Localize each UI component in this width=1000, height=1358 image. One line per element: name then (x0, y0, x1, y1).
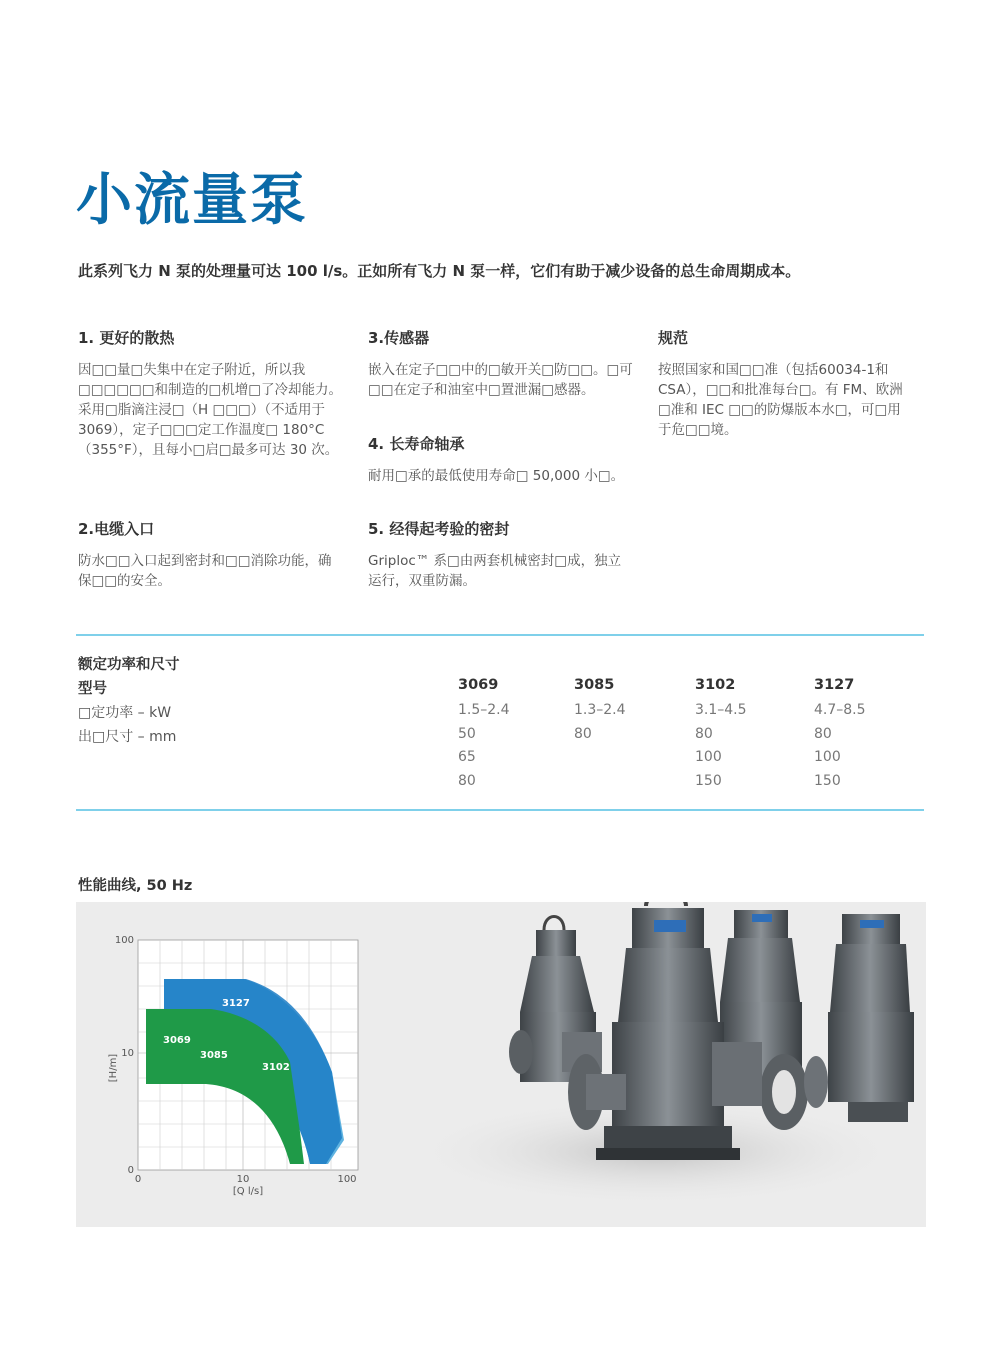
curve-label-3085: 3085 (200, 1050, 228, 1061)
section-body: 因□□量□失集中在定子附近，所以我□□□□□□和制造的□机增□了冷却能力。采用□脂滴注浸□（H □□□）（不适用于 3069），定子□□□定工作温度□ 180°C（355°F），且每小□启□最多可达 30 次。 (78, 362, 343, 458)
pump-3127-image (804, 902, 914, 1122)
performance-title: 性能曲线, 50 Hz (78, 878, 193, 894)
section-sensors (368, 327, 633, 400)
section-body: 耐用□承的最低使用寿命□ 50,000 小□。 (368, 468, 625, 484)
section-body: 按照国家和国□□准（包括60034-1和 CSA），□□和批准每台□。有 FM、欧洲□准和 IEC □□的防爆版本水□，可□用于危□□境。 (658, 362, 903, 438)
power-cell: 4.7–8.5 (814, 702, 866, 718)
power-cell: 1.3–2.4 (574, 702, 626, 718)
y-tick: 100 (114, 935, 134, 946)
section-body: 嵌入在定子□□中的□敏开关□防□□。□可□□在定子和油室中□置泄漏□感器。 (368, 362, 633, 398)
section-heading: 4. 长寿命轴承 (368, 435, 465, 453)
outlet-cell: 100 (814, 749, 841, 765)
curve-label-3102: 3102 (262, 1062, 290, 1073)
y-axis-label: [H/m] (108, 1053, 119, 1083)
section-body: Griploc™ 系□由两套机械密封□成，独立运行，双重防漏。 (368, 553, 622, 589)
power-label: □定功率 – kW (78, 705, 172, 721)
curve-label-3127: 3127 (222, 998, 250, 1009)
outlet-cell: 100 (695, 749, 722, 765)
outlet-cell: 150 (814, 773, 841, 789)
x-tick: 10 (236, 1174, 250, 1185)
curve-label-3069: 3069 (163, 1035, 191, 1046)
outlet-cell: 80 (574, 726, 592, 742)
model-label: 型号 (78, 681, 107, 697)
outlet-cell: 65 (458, 749, 476, 765)
power-cell: 1.5–2.4 (458, 702, 510, 718)
section-heading: 规范 (658, 329, 689, 347)
section-heading: 3.传感器 (368, 329, 430, 347)
section-seals (368, 518, 633, 591)
performance-chart (76, 902, 396, 1227)
outlet-cell: 80 (814, 726, 832, 742)
model-header: 3102 (695, 677, 736, 693)
x-tick: 0 (134, 1174, 142, 1185)
section-heading: 2.电缆入口 (78, 520, 155, 538)
section-standards (658, 327, 913, 440)
section-cooling (78, 327, 343, 460)
divider-top (76, 634, 924, 636)
intro-text: 此系列飞力 N 泵的处理量可达 100 l/s。正如所有飞力 N 泵一样，它们有助于减少设备的总生命周期成本。 (78, 262, 801, 280)
outlet-cell: 80 (458, 773, 476, 789)
section-heading: 1. 更好的散热 (78, 329, 175, 347)
y-tick: 0 (127, 1165, 134, 1176)
power-cell: 3.1–4.5 (695, 702, 747, 718)
page-title: 小流量泵 (76, 168, 308, 233)
section-body: 防水□□入口起到密封和□□消除功能，确保□□的安全。 (78, 553, 332, 589)
section-cable-entry (78, 518, 343, 591)
performance-panel (76, 902, 926, 1227)
model-header: 3069 (458, 677, 499, 693)
y-tick: 10 (121, 1048, 134, 1059)
x-tick: 100 (337, 1174, 357, 1185)
section-heading: 5. 经得起考验的密封 (368, 520, 510, 538)
pump-product-image (396, 902, 916, 1227)
x-axis-label: [Q l/s] (232, 1186, 264, 1197)
model-header: 3127 (814, 677, 855, 693)
divider-bottom (76, 809, 924, 811)
model-header: 3085 (574, 677, 615, 693)
outlet-cell: 50 (458, 726, 476, 742)
outlet-label: 出□尺寸 – mm (78, 729, 177, 745)
outlet-cell: 150 (695, 773, 722, 789)
spec-heading: 额定功率和尺寸 (78, 657, 180, 673)
section-bearings (368, 433, 633, 486)
outlet-cell: 80 (695, 726, 713, 742)
